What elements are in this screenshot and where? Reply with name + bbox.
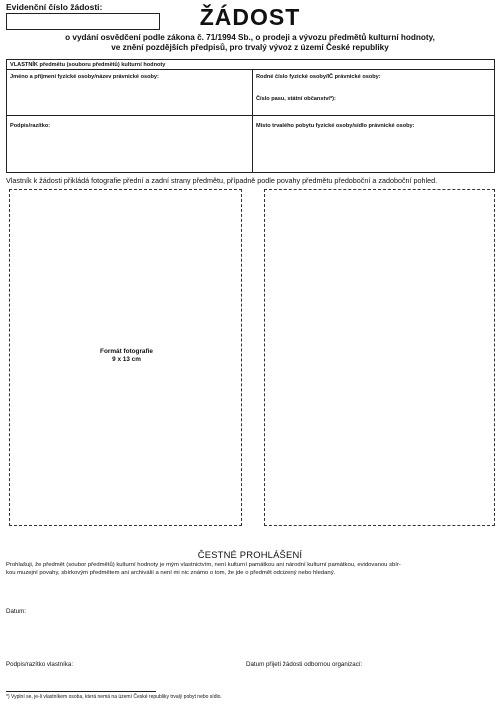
birth-number-label: Rodné číslo fyzické osoby/IČ právnické osoby:: [256, 74, 381, 80]
document-subtitle: [60, 33, 440, 53]
declaration-text: [6, 561, 494, 578]
owner-table: [6, 59, 495, 173]
residence-label: Místo trvalého pobytu fyzické osoby/sídlo právnické osoby:: [256, 123, 415, 129]
signature-field[interactable]: [9, 130, 250, 170]
owner-name-label: Jméno a příjmení fyzické osoby/název právnické osoby:: [10, 74, 159, 80]
date-label: Datum:: [6, 608, 26, 615]
footnote-separator: [6, 691, 156, 692]
passport-field[interactable]: [255, 103, 491, 114]
owner-signature-label: Podpis/razítko vlastníka:: [6, 661, 74, 668]
attachment-note: Vlastník k žádosti přikládá fotografie přední a zadní strany předmětu, případně podle povahy předmětu předoboční a zadoboční pohled.: [6, 176, 438, 185]
footnote: *) Vyplní se, je-li vlastníkem osoba, která nemá na území České republiky trvalý pobyt nebo sídlo.: [6, 694, 222, 700]
residence-field[interactable]: [255, 130, 491, 170]
table-divider-vertical: [252, 70, 253, 172]
declaration-title: ČESTNÉ PROHLÁŠENÍ: [197, 549, 303, 560]
birth-number-field[interactable]: [255, 81, 491, 93]
table-divider-horizontal: [7, 115, 494, 116]
evidence-number-label: Evidenční číslo žádosti:: [6, 2, 103, 12]
declaration-line-2: kou muzejní povahy, sbírkovým předmětem ani archiválií a není mi nic známo o tom, že jde o předmět odcizený nebo hledaný.: [6, 570, 336, 577]
receipt-date-label: Datum přijetí žádosti odbornou organizací:: [246, 661, 363, 668]
subtitle-line-2: ve znění pozdějších předpisů, pro trvalý vývoz z území České republiky: [111, 43, 389, 52]
photo-back-placeholder[interactable]: [264, 189, 495, 526]
passport-label: Číslo pasu, státní občanství*):: [256, 96, 336, 102]
date-field[interactable]: [40, 604, 220, 616]
owner-signature-field[interactable]: [92, 657, 232, 669]
photo-caption-line-2: 9 x 13 cm: [112, 356, 141, 363]
declaration-line-1: Prohlašuji, že předmět (soubor předmětů) kulturní hodnoty je mým vlastnictvím, není kulturní památkou ani národní kulturní památkou, evidovanou sbír-: [6, 562, 401, 568]
owner-section-title: VLASTNÍK předmětu (souboru předmětů) kulturní hodnoty: [7, 60, 494, 70]
subtitle-line-1: o vydání osvědčení podle zákona č. 71/1994 Sb., o prodeji a vývozu předmětů kulturní hodnoty,: [65, 33, 435, 42]
photo-front-placeholder[interactable]: [9, 189, 242, 526]
owner-name-field[interactable]: [9, 81, 250, 113]
document-title: ŽÁDOST: [199, 4, 301, 30]
receipt-date-field[interactable]: [390, 657, 494, 669]
photo-caption-line-1: Formát fotografie: [100, 348, 153, 355]
photo-format-caption: [10, 348, 243, 364]
signature-label: Podpis/razítko:: [10, 123, 51, 129]
